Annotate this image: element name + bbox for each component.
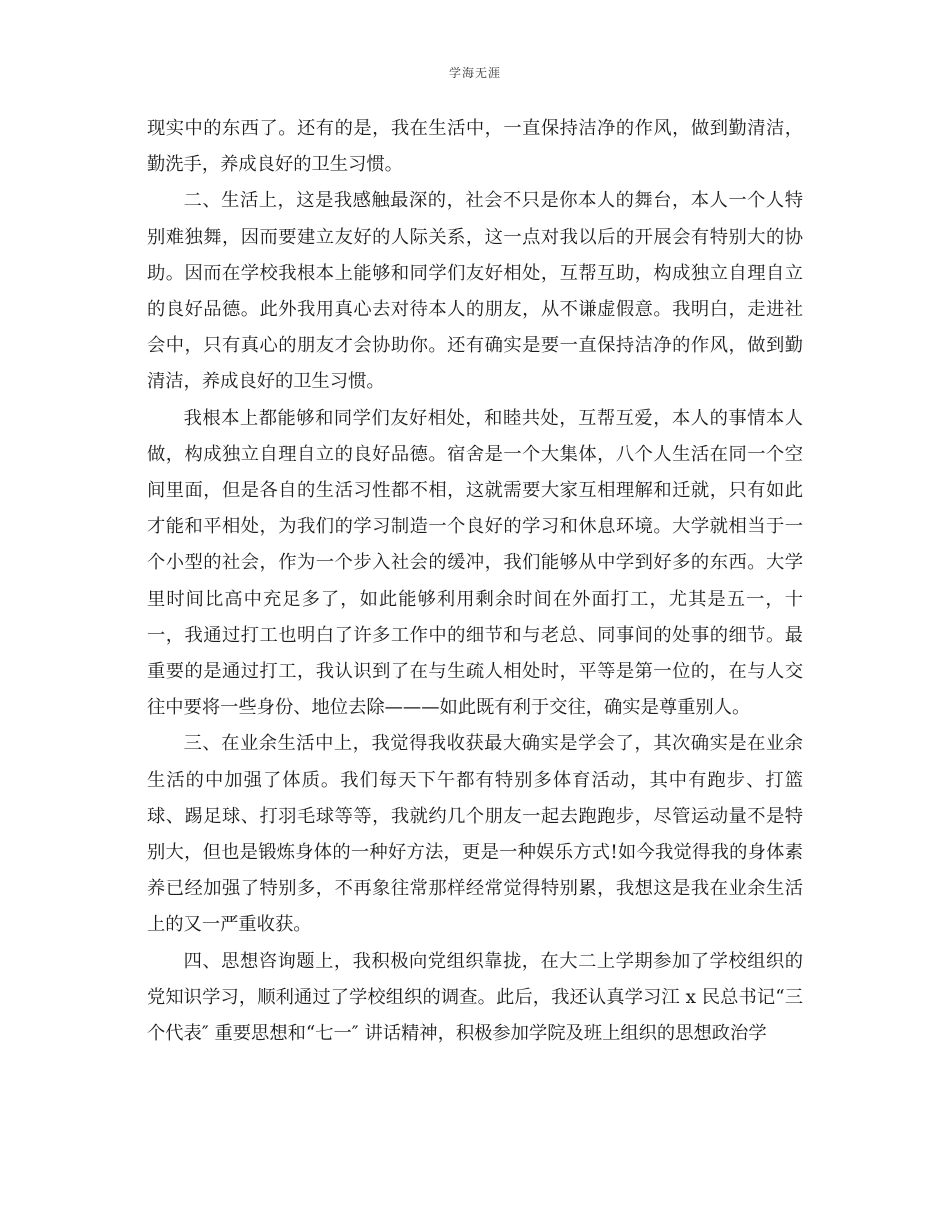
paragraph-ideology: 四、思想咨询题上，我积极向党组织靠拢，在大二上学期参加了学校组织的党知识学习，顺利通过了学校组织的调查。此后，我还认真学习江 x 民总书记“三个代表″ 重要思想和“七一″ 讲话精神，积极参加学院及班上组织的思想政治学: [147, 950, 803, 1045]
document-body: [147, 111, 803, 1052]
paragraph-hygiene-continuation: 现实中的东西了。还有的是，我在生活中，一直保持洁净的作风，做到勤清洁，勤洗手，养成良好的卫生习惯。: [147, 118, 803, 176]
paragraph-leisure: 三、在业余生活中上，我觉得我收获最大确实是学会了，其次确实是在业余生活的中加强了体质。我们每天下午都有特别多体育活动，其中有跑步、打篮球、踢足球、打羽毛球等等，我就约几个朋友一起去跑跑步，尽管运动量不是特别大，但也是锻炼身体的一种好方法，更是一种娱乐方式!如今我觉得我的身体素养已经加强了特别多，不再象往常那样经常觉得特别累，我想这是我在业余生活上的又一严重收获。: [147, 733, 803, 936]
page-header: 学海无涯: [448, 66, 501, 80]
paragraph-dormitory-work: 我根本上都能够和同学们友好相处，和睦共处，互帮互爱，本人的事情本人做，构成独立自理自立的良好品德。宿舍是一个大集体，八个人生活在同一个空间里面，但是各自的生活习性都不相，这就需要大家互相理解和迁就，只有如此才能和平相处，为我们的学习制造一个良好的学习和休息环境。大学就相当于一个小型的社会，作为一个步入社会的缓冲，我们能够从中学到好多的东西。大学里时间比高中充足多了，如此能够利用剩余时间在外面打工，尤其是五一，十一，我通过打工也明白了许多工作中的细节和与老总、同事间的处事的细节。最重要的是通过打工，我认识到了在与生疏人相处时，平等是第一位的，在与人交往中要将一些身份、地位去除———如此既有利于交往，确实是尊重别人。: [147, 407, 803, 719]
paragraph-life: 二、生活上，这是我感触最深的，社会不只是你本人的舞台，本人一个人特别难独舞，因而要建立友好的人际关系，这一点对我以后的开展会有特别大的协助。因而在学校我根本上能够和同学们友好相处，互帮互助，构成独立自理自立的良好品德。此外我用真心去对待本人的朋友，从不谦虚假意。我明白，走进社会中，只有真心的朋友才会协助你。还有确实是要一直保持洁净的作风，做到勤清洁，养成良好的卫生习惯。: [147, 190, 803, 393]
